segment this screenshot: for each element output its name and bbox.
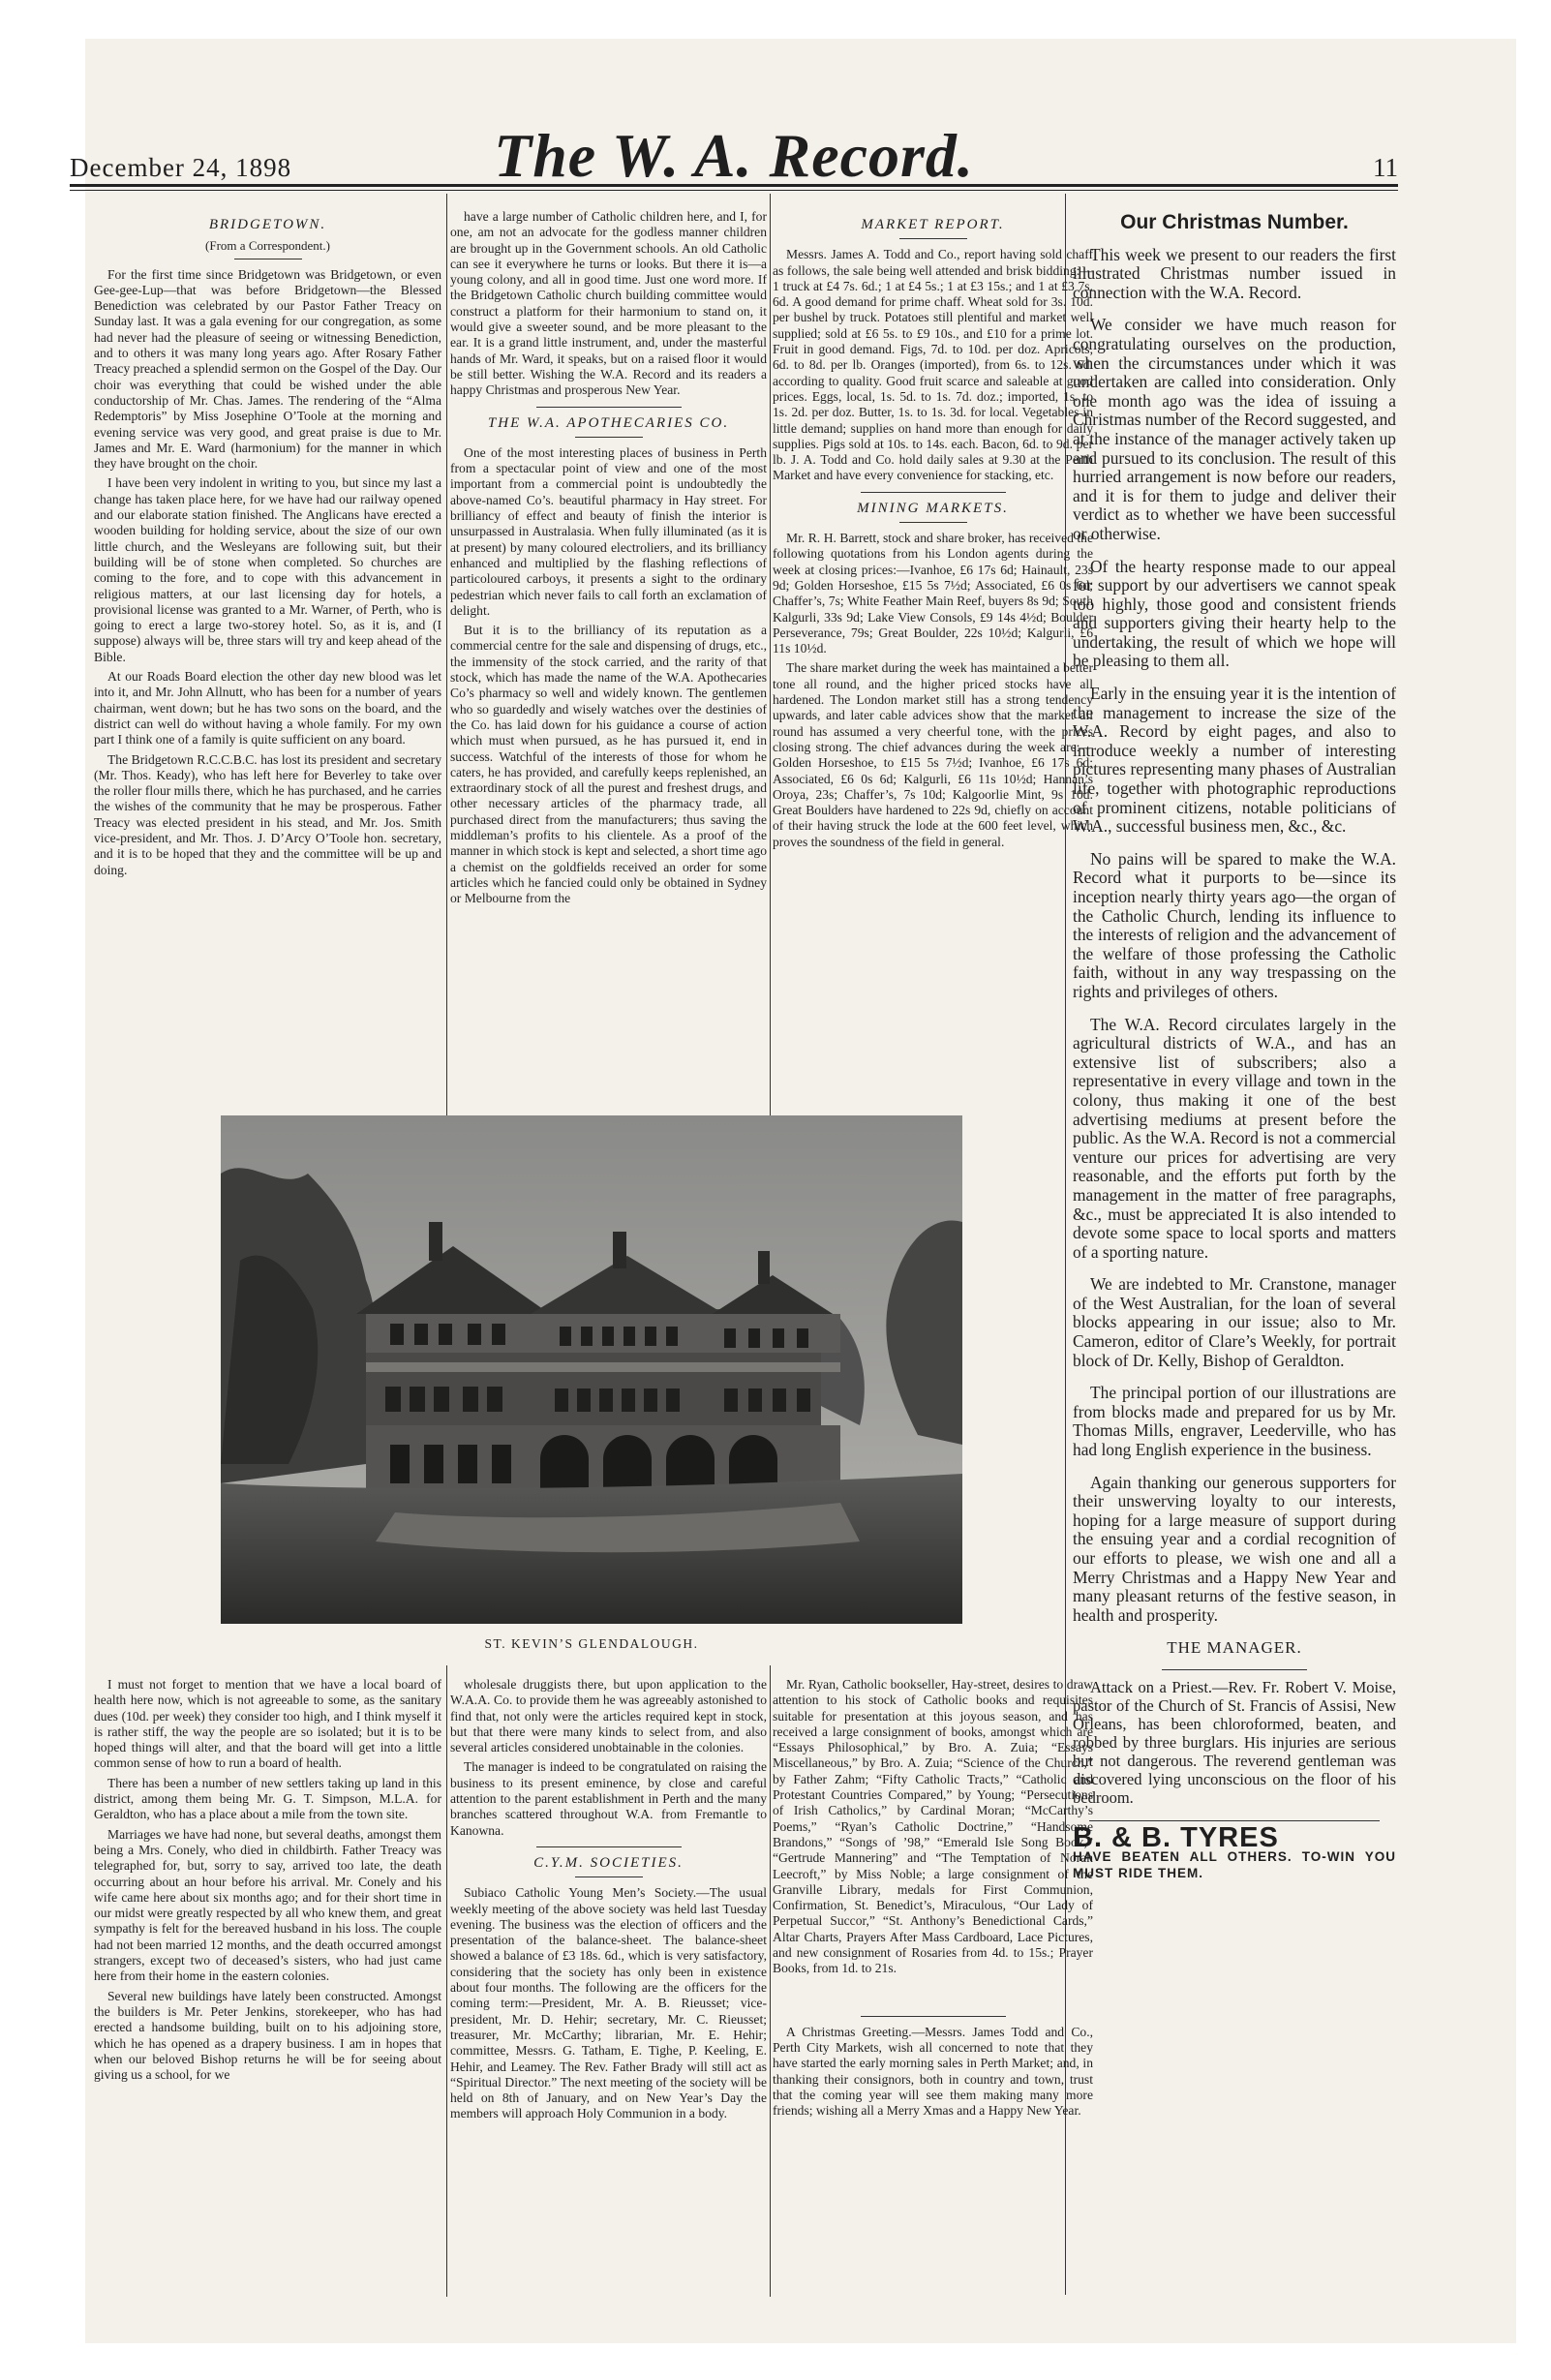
article-bridgetown-continued bbox=[94, 1677, 441, 2297]
paragraph: There has been a number of new settlers taking up land in this district, among them being Mr. G. T. Simpson, M.L.A. for Geraldton, who has a place about a mile from the town site. bbox=[94, 1775, 441, 1822]
article-bridgetown bbox=[94, 209, 441, 1131]
paragraph: Mr. R. H. Barrett, stock and share broker, has received the following quotations from his London agents during the week at closing prices:—Ivanhoe, £6 17s 6d; Hainault, 23s 9d; Golden Horseshoe, £15 5s 7½d; Associated, £6 0s 6d; Chaffer’s, 7s; White Feather Main Reef, buyers 8s 9d; South Kalgurli, 33s 9d; Lake View Consols, £9 14s 4½d; Boulder Perseverance, 79s; Great Boulder, 22s 10½d; Kalgurli, £6 11s 10½d. bbox=[773, 531, 1093, 656]
paragraph: We consider we have much reason for congratulating ourselves on the production, when the circumstances under which it was undertaken are called into consideration. Only one month ago was the idea of issuing a Christmas number of the Record suggested, and at the instance of the manager actively taken up and pursued to its conclusion. The result of this hurried arrangement is now before our readers, and it is for them to judge and deliver their verdict as to whether we have been successful or otherwise. bbox=[1073, 315, 1396, 543]
paragraph: We are indebted to Mr. Cranstone, manager of the West Australian, for the loan of several blocks appearing in our issue; also to Mr. Cameron, editor of Clare’s Weekly, for portrait block of Dr. Kelly, Bishop of Geraldton. bbox=[1073, 1274, 1396, 1370]
paragraph: Mr. Ryan, Catholic bookseller, Hay-street, desires to draw attention to his stock of Catholic books and requisites suitable for presentation at this joyous season, and has received a large consignment of books, amongst which are “Essays Philosophical,” by Bro. A. Zuia; “Essays Miscellaneous,” by Bro. A. Zuia; “Science of the Church,” by Father Zahm; “Fifty Catholic Tracts,” “Catholic and Protestant Countries Compared,” by Young; “Persecutions of Irish Catholics,” by Cardinal Moran; “McCarthy’s Poems,” “Ryan’s Catholic Doctrine,” “Handsome Brandons,” “Songs of ’98,” “Emerald Isle Song Book,” “Gertrude Mannering” and “The Temptation of Norah Leecroft,” by Miss Noble; a large consignment of the Granville Library, medals for First Communion, Confirmation, St. Benedict’s, Miraculous, “Our Lady of Perpetual Succor,” “St. Anthony’s Benedictional Cards,” Altar Charts, Prayers After Mass Cardboard, Lace Pictures, and new consignment of Rosaries from 4d. to 15s.; Prayer Books, from 1d. to 21s. bbox=[773, 1677, 1093, 1976]
paragraph: One of the most interesting places of business in Perth from a spectacular point of view and one of the most important from a commercial point is undoubtedly the above-named Co’s. beautiful pharmacy in Hay street. For brilliancy of effect and beauty of finish the interior is unsurpassed in Australasia. When fully illuminated (as it is at present) by many coloured electroliers, and its brilliancy enhanced and multiplied by the flashing reflections of particoloured carboys, it presents a sight to the ordinary pedestrian which never fails to call forth an exclamation of delight. bbox=[450, 444, 767, 618]
paragraph: I have been very indolent in writing to you, but since my last a change has taken place here, for we have had our railway opened and our elaborate station finished. The Anglicans have erected a wooden building for holding service, about the size of our own little church, and the Wesleyans are following suit, but their building will be of stone when completed. So churches are coming to the fore, and to cope with this advancement in religious matters, at our last licensing day for hotels, a provisional license was granted to a Mr. Warner, of Perth, who is going to erect a large two-storey hotel. So, as it is, and (I suppose) always will be, three stars will try and keep ahead of the Bible. bbox=[94, 475, 441, 664]
paragraph: But it is to the brilliancy of its reputation as a commercial centre for the sale and dispensing of drugs, etc., the immensity of the stock carried, and the rarity of that stock, which has made the name of the W.A. Apothecaries Co’s pharmacy so well and widely known. The gentlemen who so guardedly and wisely watches over the destinies of the Co. has laid down for his guidance a course of action which must when pursued, as he has pursued it, end in success. Watchful of the interests of those for whom he caters, he has provided, and carefully keeps replenished, an extraordinary stock of all the purest and freshest drugs, and other necessary articles of the pharmacy trade, all purchased direct from the manufacturers; thus saving the middleman’s profits to his clientele. As a proof of the manner in which stock is kept and selected, a short time ago a chemist on the goldfields received an order for some articles which he fancied could only be obtained in Sydney or Melbourne from the bbox=[450, 623, 767, 906]
paragraph: Again thanking our generous supporters for their unswerving loyalty to our interests, hoping for a large measure of support during the ensuing year and a cordial recognition of our efforts to please, we wish one and all a Merry Christmas and a Happy New Year and many pleasant returns of the festive season, in health and prosperity. bbox=[1073, 1472, 1396, 1625]
article-heading: Our Christmas Number. bbox=[1120, 211, 1349, 233]
masthead bbox=[70, 114, 1398, 190]
article-heading: MINING MARKETS. bbox=[857, 500, 1009, 516]
news-brief: Attack on a Priest.—Rev. Fr. Robert V. Moise, pastor of the Church of St. Francis of Assisi, New Orleans, has been chloroformed, beaten, and robbed by three burglars. His injuries are serious but not dangerous. The reverend gentleman was discovered lying unconscious on the floor of his bedroom. bbox=[1073, 1677, 1396, 1807]
paragraph: The principal portion of our illustrations are from blocks made and prepared for us by Mr. Thomas Mills, engraver, Leederville, who has had long English experience in the business. bbox=[1073, 1383, 1396, 1460]
paragraph: Marriages we have had none, but several deaths, amongst them being a Mrs. Conely, who died in childbirth. Father Treacy was telegraphed for, but, sorry to say, arrived too late, the death occurring about an hour before his arrival. Mr. Conely and his wife came here about six months ago; and for their short time in our midst were greatly respected by all who knew them, and great sympathy is felt for the bereaved husband in his loss. The couple had not been married 12 months, and the death occurred amongst strangers, except two of deceased’s sisters, who had just came here from their home in the eastern colonies. bbox=[94, 1826, 441, 1984]
article-heading: MARKET REPORT. bbox=[861, 217, 1005, 232]
paragraph: No pains will be spared to make the W.A. Record what it purports to be—since its inception nearly thirty years ago—the organ of the Catholic Church, lending its influence to the interests of religion and the advancement of the welfare of those professing the Catholic faith, without in any way trespassing on the rights and privileges of others. bbox=[1073, 848, 1396, 1001]
issue-date: December 24, 1898 bbox=[70, 153, 292, 182]
separator bbox=[536, 407, 682, 408]
article-heading: THE W.A. APOTHECARIES CO. bbox=[487, 414, 730, 431]
column-divider bbox=[770, 1665, 771, 2297]
article-christmas-number bbox=[1073, 209, 1396, 2262]
paragraph: The manager is indeed to be congratulated on raising the business to its present eminence, by close and careful attention to the parent establishment in Perth and the many branches scattered throughout W.A. from Fremantle to Kanowna. bbox=[450, 1759, 767, 1838]
newspaper-title: The W. A. Record. bbox=[494, 121, 974, 190]
paragraph: The Bridgetown R.C.C.B.C. has lost its president and secretary (Mr. Thos. Keady), who has left here for Beverley to take over the roller flour mills there, which he has purchased, and he carries the wishes of the community that he may be prosperous. Father Treacy was elected president in his stead, and Mr. Jos. Smith vice-president, and Mr. Thos. J. D’Arcy O’Toole hon. secretary, and it is to be hoped that they and the committee will be up and doing. bbox=[94, 751, 441, 877]
article-heading: C.Y.M. SOCIETIES. bbox=[533, 1854, 684, 1871]
paragraph: wholesale druggists there, but upon application to the W.A.A. Co. to provide them he was agreeably astonished to find that, not only were the articles required kept in stock, but that there were many kinds to select from, and also several articles considered unobtainable in the colonies. bbox=[450, 1677, 767, 1755]
photo-caption: ST. KEVIN’S GLENDALOUGH. bbox=[484, 1636, 699, 1651]
separator bbox=[575, 437, 643, 438]
article-bookseller bbox=[773, 1677, 1093, 2297]
article-heading: BRIDGETOWN. bbox=[208, 217, 327, 232]
article-market-report bbox=[773, 209, 1093, 1092]
column-divider bbox=[446, 194, 447, 1119]
paragraph: Of the hearty response made to our appeal for support by our advertisers we cannot speak too highly, those good and consistent friends and supporters giving their hearty help to the undertaking, the result of which we hope will be pleasing to them all. bbox=[1073, 556, 1396, 671]
paragraph: Messrs. James A. Todd and Co., report having sold chaff as follows, the sale being well attended and brisk bidding:—1 truck at £4 7s. 6d.; 1 at £4 5s.; 1 at £3 15s.; and 1 at £3 7s. 6d. A good demand for prime chaff. Wheat sold for 3s. 10d. per bushel by truck. Potatoes still plentiful and market well supplied; sold at £6 5s. to £9 10s., and £10 for a prime lot. Fruit in good demand. Figs, 7d. to 10d. per doz. Apricots, 6d. to 8d. per lb. Oranges (imported), from 6s. to 12s. 6d. according to quality. Good fruit scarce and saleable at good prices. Eggs, local, 1s. 5d. to 1s. 7d. doz.; imported, 1s. to 1s. 2d. per doz. Butter, 1s. to 1s. 3d. for local. Vegetables in little demand; supplies on hand more than enough for daily supplies. Pigs sold at 10s. to 14s. each. Bacon, 6d. to 9d. per lb. J. A. Todd and Co. hold daily sales at 9.30 at the Perth Market and have every convenience for stacking, etc. bbox=[773, 247, 1093, 483]
paragraph: Early in the ensuing year it is the intention of the management to increase the size of the W.A. Record by eight pages, and also to introduce weekly a number of interesting pictures representing many phases of Australian life, together with photographic reproductions of prominent citizens, notable politicians of W.A., successful business men, &c., &c. bbox=[1073, 684, 1396, 837]
paragraph: The share market during the week has maintained a better tone all round, and the higher priced stocks have all hardened. The London market still has a strong tendency upwards, and later cable advices show that the market all round has assumed a very cheerful tone, with the prices closing strong. The chief advances during the week are:—Golden Horseshoe, to £15 5s 7½d; Ivanhoe, £6 17s 6d; Associated, £6 0s 6d; Kalgurli, £6 11s 10½d; Hannan’s Oroya, 23s; Chaffer’s, 7s 10d; Kalgoorlie Mint, 9s 10d. Great Boulders have hardened to 22s 9d, chiefly on account of their having struck the lode at the 600 feet level, which proves the soundness of the field in general. bbox=[773, 660, 1093, 849]
article-apothecaries bbox=[450, 209, 767, 1131]
paragraph: A Christmas Greeting.—Messrs. James Todd and Co., Perth City Markets, wish all concerned to note that they have started the early morning sales in Perth Market; and, in thanking their consignors, both in country and town, trust that the coming year will see them making many more friends; wishing all a Merry Xmas and a Happy New Year. bbox=[773, 2024, 1093, 2119]
advert-headline: B. & B. TYRES bbox=[1073, 1821, 1279, 1853]
advert-tagline: HAVE BEATEN ALL OTHERS. TO-WIN YOU MUST RIDE THEM. bbox=[1073, 1848, 1396, 1880]
article-cym-societies bbox=[450, 1677, 767, 2297]
paragraph: have a large number of Catholic children here, and I, for one, am not an advocate for the godless manner children are brought up in the Government schools. An old Catholic can see it everywhere he turns or looks. But there it is—a young colony, and all in good time. Just one word more. If the Bridgetown Catholic church building committee would construct a platform for their harmonium to stand on, it would give a sweeter sound, and be more pleasant to the ear. It is a grand little instrument, and, under the masterful hands of Mr. Ward, it speaks, but on a raised floor it would be still better. Wishing the W.A. Record and its readers a happy Christmas and prosperous New Year. bbox=[450, 209, 767, 398]
paragraph: At our Roads Board election the other day new blood was let into it, and Mr. John Allnutt, who has been for a number of years chairman, went down; but he has two sons on the board, and the district can well do without having a whole family. For my own part I think one of a family is quite sufficient on any board. bbox=[94, 669, 441, 748]
separator bbox=[1162, 1669, 1307, 1670]
column-divider bbox=[770, 194, 771, 1119]
column-divider bbox=[446, 1665, 447, 2297]
separator bbox=[1089, 1820, 1380, 1821]
paragraph: For the first time since Bridgetown was Bridgetown, or even Gee-gee-Lup—that was before Bridgetown—the Blessed Benediction was celebrated by our Pastor Father Treacy on Sunday last. It was a gala evening for our congregation, as some had never had the pleasure of seeing or witnessing Benediction, and to others it was many long years ago. After Rosary Father Treacy preached a splendid sermon on the Gospel of the Day. Our choir was everything that could be wished under the able conductorship of Mr. Chas. James. The rendering of the “Alma Redemptoris” by Miss Josephine O’Toole at the morning and evening service was very good, and great praise is due to Mr. James and Mr. E. Ward (harmonium) for the manner in which they have brought on the choir. bbox=[94, 266, 441, 472]
paragraph: I must not forget to mention that we have a local board of health here now, which is not agreeable to some, as the sanitary dues (10d. per week) they consider too high, and I think myself it is rather stiff, the way the people are so isolated; but it is to be hoped things will alter, and that the board will get into a little common sense of how to run a board of health. bbox=[94, 1677, 441, 1771]
building-illustration bbox=[221, 1115, 962, 1624]
separator bbox=[899, 522, 967, 523]
separator bbox=[861, 2016, 1006, 2017]
photograph-st-kevins bbox=[221, 1115, 962, 1624]
separator bbox=[899, 238, 967, 239]
paragraph: Subiaco Catholic Young Men’s Society.—The usual weekly meeting of the above society was held last Tuesday evening. The business was the election of officers and the presentation of the balance-sheet. The balance-sheet showed a balance of £3 18s. 6d., which is very satisfactory, considering that the society has only been in existence about four months. The following are the officers for the coming term:—President, Mr. A. B. Rieusset; vice-president, Mr. D. Hehir; secretary, Mr. C. Rieusset; treasurer, Mr. McCarthy; librarian, Mr. E. Hehir; committee, Messrs. G. Tatham, E. Tighe, P. Keeling, E. Hehir, and Leamey. The Rev. Father Brady will still act as “Spiritual Director.” The next meeting of the society will be held on 8th of January, and on New Year’s Day the members will approach Holy Communion in a body. bbox=[450, 1885, 767, 2121]
separator bbox=[861, 492, 1006, 493]
article-byline: (From a Correspondent.) bbox=[205, 238, 330, 254]
paragraph: This week we present to our readers the first illustrated Christmas number issued in connection with the W.A. Record. bbox=[1073, 244, 1396, 302]
masthead-rule-thin bbox=[70, 190, 1398, 191]
separator bbox=[536, 1846, 682, 1847]
page-number: 11 bbox=[1373, 153, 1398, 182]
paragraph: Several new buildings have lately been constructed. Amongst the builders is Mr. Peter Jenkins, storekeeper, who has had erected a handsome building, built on to his adjoining store, which he has opened as a drapery business. I am in hopes that when our beloved Bishop returns he will be for seeing about giving us a school, for we bbox=[94, 1988, 441, 2083]
masthead-rule bbox=[70, 184, 1398, 187]
signature: THE MANAGER. bbox=[1167, 1638, 1302, 1658]
paragraph: The W.A. Record circulates largely in the agricultural districts of W.A., and has an extensive list of subscribers; also a representative in every village and town in the colony, thus making it one of the best advertising mediums at present before the public. As the W.A. Record is not a commercial venture our prices for advertising are very reasonable, and the efforts put forth by the management in the matter of free paragraphs, &c., must be appreciated It is also intended to devote some space to local sports and matters of a sporting nature. bbox=[1073, 1014, 1396, 1262]
